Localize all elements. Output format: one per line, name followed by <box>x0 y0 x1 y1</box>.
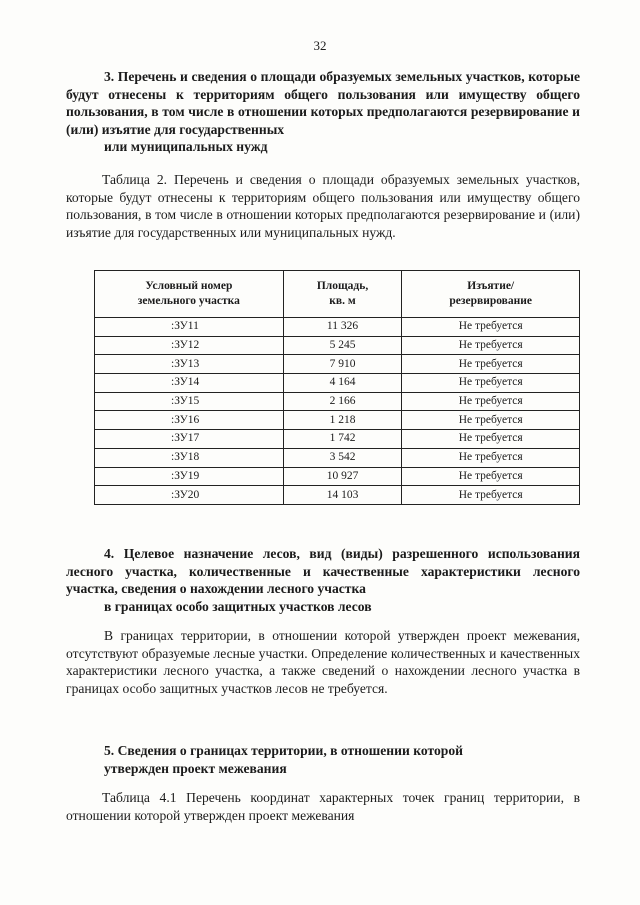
plot-number-cell: :ЗУ16 <box>95 411 284 430</box>
column-header-area: Площадь, кв. м <box>283 271 402 318</box>
withdrawal-cell: Не требуется <box>402 374 580 393</box>
plot-number-cell: :ЗУ12 <box>95 336 284 355</box>
section-5-heading-text: 5. Сведения о границах территории, в отношении которой <box>104 743 463 758</box>
withdrawal-cell: Не требуется <box>402 430 580 449</box>
plot-number-cell: :ЗУ15 <box>95 392 284 411</box>
column-header-plot-number: Условный номер земельного участка <box>95 271 284 318</box>
section-5-heading-last-line: утвержден проект межевания <box>104 760 287 776</box>
table-row <box>95 355 580 374</box>
withdrawal-cell: Не требуется <box>402 318 580 337</box>
table-row <box>95 374 580 393</box>
section-4-heading-text: 4. Целевое назначение лесов, вид (виды) разрешенного использования лесного участка, количественные и качественные характеристики лесного участка, сведения о нахождении лесного участка <box>66 546 580 596</box>
table-header-row <box>95 271 580 318</box>
plot-number-cell: :ЗУ20 <box>95 486 284 505</box>
section-3-heading-text: 3. Перечень и сведения о площади образуемых земельных участков, которые будут отнесены к территориям общего пользования или имуществу общего пользования, в том числе в отношении которых предполагаются резервирование и (или) изъятие для государственных <box>66 69 580 137</box>
table-row <box>95 430 580 449</box>
plot-number-cell: :ЗУ19 <box>95 467 284 486</box>
withdrawal-cell: Не требуется <box>402 486 580 505</box>
table-2-caption: Таблица 2. Перечень и сведения о площади образуемых земельных участков, которые будут отнесены к территориям общего пользования или имуществу общего пользования, в том числе в отношении которых предполагаются резервирование и (или) изъятие для государственных или муниципальных нужд. <box>66 172 580 240</box>
plot-number-cell: :ЗУ13 <box>95 355 284 374</box>
table-row <box>95 467 580 486</box>
plot-number-cell: :ЗУ11 <box>95 318 284 337</box>
table-row <box>95 392 580 411</box>
section-3-heading-last-line: или муниципальных нужд <box>104 139 268 154</box>
section-4-heading-last-line: в границах особо защитных участков лесов <box>104 598 372 614</box>
area-cell: 10 927 <box>283 467 402 486</box>
area-cell: 7 910 <box>283 355 402 374</box>
area-cell: 4 164 <box>283 374 402 393</box>
plot-number-cell: :ЗУ14 <box>95 374 284 393</box>
area-cell: 2 166 <box>283 392 402 411</box>
area-cell: 1 742 <box>283 430 402 449</box>
section-4-heading <box>66 545 580 633</box>
withdrawal-cell: Не требуется <box>402 467 580 486</box>
table-row <box>95 411 580 430</box>
withdrawal-cell: Не требуется <box>402 355 580 374</box>
area-cell: 14 103 <box>283 486 402 505</box>
withdrawal-cell: Не требуется <box>402 392 580 411</box>
withdrawal-cell: Не требуется <box>402 448 580 467</box>
table-row <box>95 448 580 467</box>
section-3-heading <box>66 68 580 173</box>
plot-number-cell: :ЗУ17 <box>95 430 284 449</box>
section-4-paragraph: В границах территории, в отношении которой утвержден проект межевания, отсутствуют образуемые лесные участки. Определение количественных и качественных характеристики лесного участка, а также сведений о нахождении лесного участка в границах особо защитных участков лесов не требуется. <box>66 628 580 696</box>
area-cell: 5 245 <box>283 336 402 355</box>
table-row <box>95 486 580 505</box>
table-row <box>95 336 580 355</box>
column-header-withdrawal: Изъятие/ резервирование <box>402 271 580 318</box>
area-cell: 3 542 <box>283 448 402 467</box>
withdrawal-cell: Не требуется <box>402 411 580 430</box>
section-5-heading <box>66 742 580 795</box>
page-number: 32 <box>313 38 327 53</box>
table-row <box>95 318 580 337</box>
table-4-1-caption: Таблица 4.1 Перечень координат характерных точек границ территории, в отношении которой утвержден проект межевания <box>66 790 580 823</box>
area-cell: 11 326 <box>283 318 402 337</box>
land-plots-table <box>94 270 580 505</box>
area-cell: 1 218 <box>283 411 402 430</box>
withdrawal-cell: Не требуется <box>402 336 580 355</box>
plot-number-cell: :ЗУ18 <box>95 448 284 467</box>
